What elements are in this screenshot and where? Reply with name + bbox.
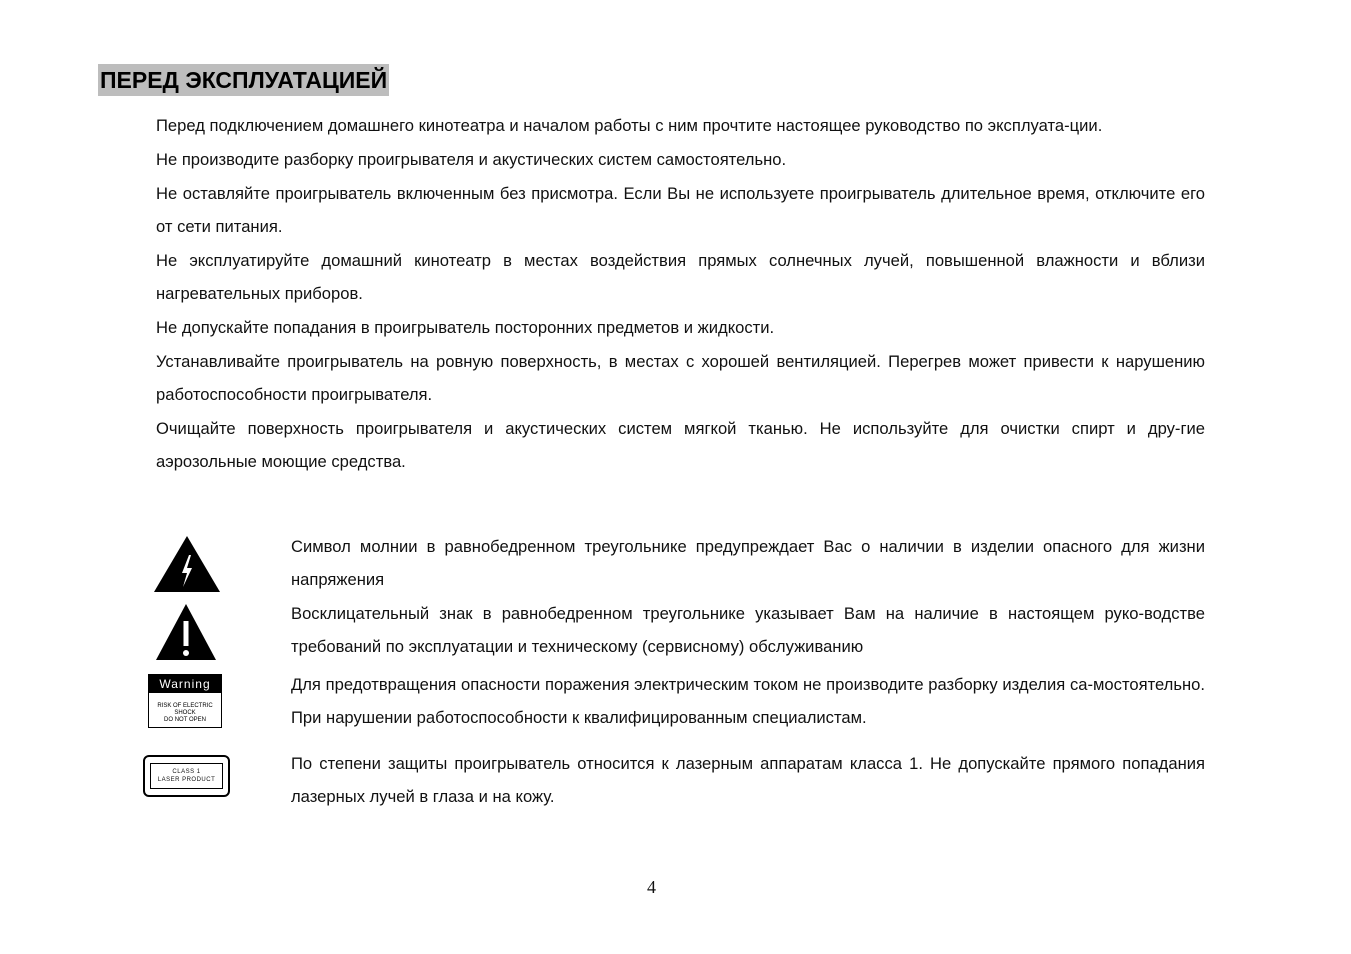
exclamation-triangle-icon (155, 603, 217, 661)
laser-label-line: LASER PRODUCT (157, 777, 216, 783)
symbol-text-exclamation: Восклицательный знак в равнобедренном треугольнике указывает Вам на наличие в настоящем руко-водстве требований по эксплуатации и техническому (сервисному) обслуживанию (291, 604, 1205, 656)
intro-paragraph: Устанавливайте проигрыватель на ровную поверхность, в местах с хорошей вентиляцией. Перегрев может привести к нарушению работоспособности проигрывателя. (156, 352, 1205, 404)
page-number: 4 (647, 877, 656, 897)
warning-label-line: RISK OF ELECTRIC SHOCK (157, 703, 213, 716)
lightning-triangle-icon (153, 535, 221, 593)
intro-paragraph: Не производите разборку проигрывателя и акустических систем самостоятельно. (156, 150, 787, 169)
warning-label-body (149, 703, 221, 724)
intro-paragraph: Перед подключением домашнего кинотеатра и началом работы с ним прочтите настоящее руководство по эксплуата-ции. (156, 116, 1103, 135)
intro-paragraph: Очищайте поверхность проигрывателя и акустических систем мягкой тканью. Не используйте для очистки спирт и дру-гие аэрозольные моющие средства. (156, 419, 1205, 471)
intro-section (156, 109, 1205, 479)
symbol-text-warning: Для предотвращения опасности поражения электрическим током не производите разборку изделия са-мостоятельно. При нарушении работоспособности к квалифицированным специалистам. (291, 675, 1205, 727)
warning-label-line: DO NOT OPEN (164, 717, 206, 723)
intro-paragraph: Не допускайте попадания в проигрыватель посторонних предметов и жидкости. (156, 318, 775, 337)
warning-label-icon (148, 674, 222, 728)
symbol-text-laser: По степени защиты проигрыватель относится к лазерным аппаратам класса 1. Не допускайте прямого попадания лазерных лучей в глаза и на кожу. (291, 754, 1205, 806)
intro-paragraph: Не оставляйте проигрыватель включенным без присмотра. Если Вы не используете проигрыватель длительное время, отключите его от сети питания. (156, 184, 1205, 236)
laser-label-inner (150, 763, 223, 789)
laser-label-line: CLASS 1 (172, 769, 201, 775)
intro-paragraph: Не эксплуатируйте домашний кинотеатр в местах воздействия прямых солнечных лучей, повышенной влажности и вблизи нагревательных приборов. (156, 251, 1205, 303)
symbol-text-lightning: Символ молнии в равнобедренном треугольнике предупреждает Вас о наличии в изделии опасного для жизни напряжения (291, 537, 1205, 589)
page-title: ПЕРЕД ЭКСПЛУАТАЦИЕЙ (98, 64, 389, 96)
warning-label-head: Warning (149, 675, 221, 693)
laser-class-label-icon (143, 755, 230, 797)
